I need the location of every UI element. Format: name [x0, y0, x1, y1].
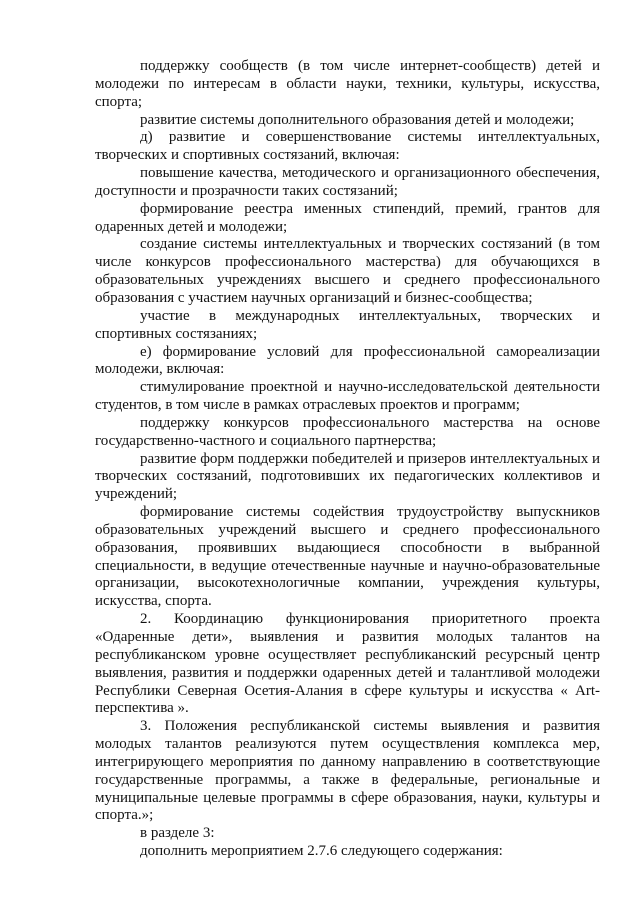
paragraph-9: стимулирование проектной и научно-исследовательской деятельности студентов, в том числе в рамках отраслевых проектов и программ; [95, 379, 600, 414]
paragraph-15: в разделе 3: [140, 825, 215, 842]
paragraph-2: развитие системы дополнительного образования детей и молодежи; [140, 111, 575, 128]
paragraph-8: е) формирование условий для профессиональной самореализации молодежи, включая: [95, 343, 600, 378]
paragraph-14: 3. Положения республиканской системы выявления и развития молодых талантов реализуются путем осуществления комплекса мер, интегрирующего мероприятия по данному направлению в соответствующие государственные программы, а также в федеральные, региональные и муниципальные целевые программы в сфере образования, науки, культуры и спорта.»; [95, 718, 600, 824]
paragraph-16: дополнить мероприятием 2.7.6 следующего содержания: [140, 843, 503, 860]
paragraph-10: поддержку конкурсов профессионального мастерства на основе государственно-частного и социального партнерства; [95, 414, 600, 449]
paragraph-5: формирование реестра именных стипендий, премий, грантов для одаренных детей и молодежи; [95, 200, 600, 235]
paragraph-7: участие в международных интеллектуальных, творческих и спортивных состязаниях; [95, 307, 600, 342]
paragraph-3: д) развитие и совершенствование системы интеллектуальных, творческих и спортивных состязаний, включая: [95, 129, 600, 164]
paragraph-11: развитие форм поддержки победителей и призеров интеллектуальных и творческих состязаний, подготовивших их педагогических коллективов и учреждений; [95, 450, 600, 503]
paragraph-12: формирование системы содействия трудоустройству выпускников образовательных учреждений высшего и среднего профессионального образования, проявивших выдающиеся способности в выбранной специальности, в ведущие отечественные научные и научно-образовательные организации, высокотехнологичные компании, учреждения культуры, искусства, спорта. [95, 504, 600, 610]
paragraph-4: повышение качества, методического и организационного обеспечения, доступности и прозрачности таких состязаний; [95, 165, 600, 199]
paragraph-13: 2. Координацию функционирования приоритетного проекта «Одаренные дети», выявления и развития молодых талантов на республиканском уровне осуществляет республиканский ресурсный центр выявления, развития и поддержки одаренных детей и талантливой молодежи Республики Северная Осетия-Алания в сфере культуры и искусства « Art-перспектива ». [95, 611, 600, 717]
paragraph-1: поддержку сообществ (в том числе интернет-сообществ) детей и молодежи по интересам в области науки, техники, культуры, искусства, спорта; [95, 58, 600, 110]
paragraph-6: создание системы интеллектуальных и творческих состязаний (в том числе конкурсов профессионального мастерства) для обучающихся в образовательных учреждениях высшего и среднего профессионального образования с участием научных организаций и бизнес-сообщества; [95, 236, 600, 306]
